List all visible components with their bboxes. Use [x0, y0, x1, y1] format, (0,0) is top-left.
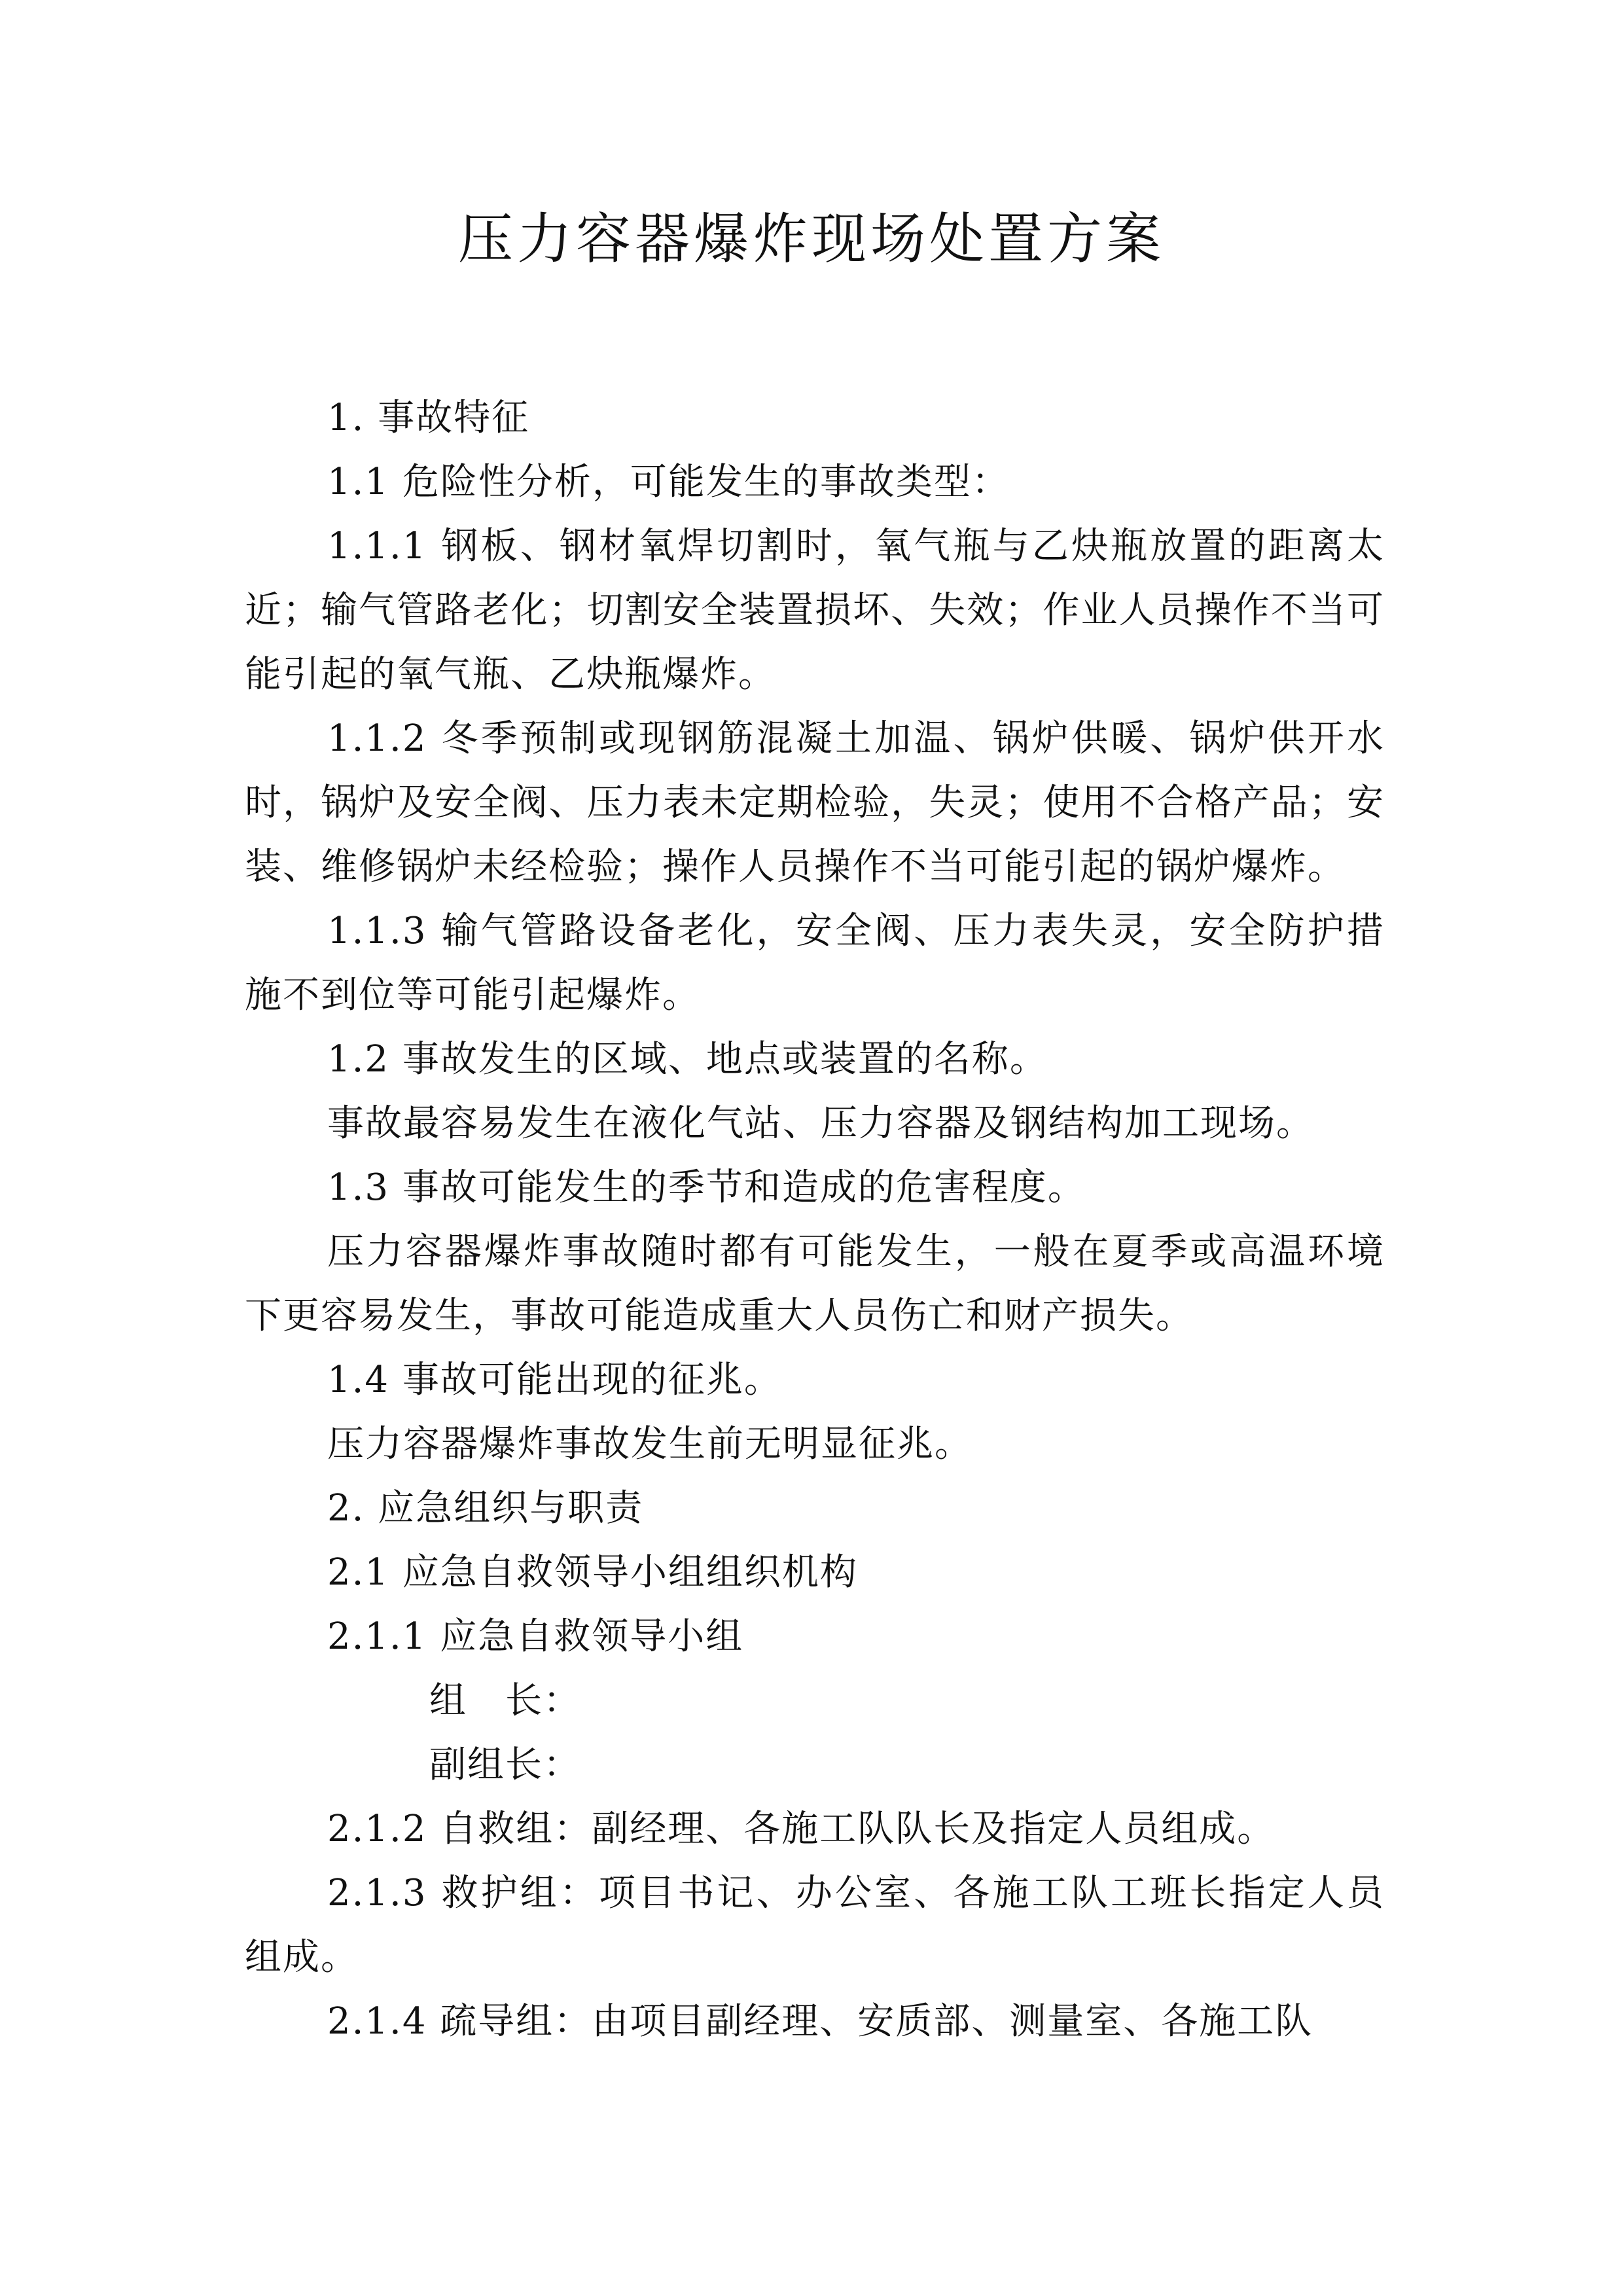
paragraph-1-4-body: 压力容器爆炸事故发生前无明显征兆。 — [327, 1423, 972, 1465]
paragraph-1-2-body: 事故最容易发生在液化气站、压力容器及钢结构加工现场。 — [327, 1102, 1314, 1145]
subsection-heading-2-1: 2.1 应急自救领导小组组织机构 — [327, 1551, 858, 1594]
subsection-heading-1-4: 1.4 事故可能出现的征兆。 — [327, 1359, 782, 1401]
subsection-heading-1-3: 1.3 事故可能发生的季节和造成的危害程度。 — [327, 1166, 1086, 1209]
paragraph-1-1-1: 1.1.1 钢板、钢材氧焊切割时，氧气瓶与乙炔瓶放置的距离太近；输气管路老化；切割安全装置损坏、失效；作业人员操作不当可能引起的氧气瓶、乙炔瓶爆炸。 — [245, 525, 1385, 696]
leader-line: 组 长： — [429, 1679, 581, 1722]
paragraph-1-3-body: 压力容器爆炸事故随时都有可能发生，一般在夏季或高温环境下更容易发生，事故可能造成重大人员伤亡和财产损失。 — [245, 1230, 1385, 1337]
subsection-heading-1-2: 1.2 事故发生的区域、地点或装置的名称。 — [327, 1038, 1048, 1081]
subsection-heading-2-1-1: 2.1.1 应急自救领导小组 — [327, 1615, 744, 1658]
deputy-leader-line: 副组长： — [429, 1744, 581, 1786]
document-body — [245, 386, 1385, 2054]
document-title: 压力容器爆炸现场处置方案 — [457, 207, 1165, 271]
paragraph-1-1-3: 1.1.3 输气管路设备老化，安全阀、压力表失灵，安全防护措施不到位等可能引起爆炸。 — [245, 910, 1385, 1016]
section-heading-1: 1. 事故特征 — [327, 397, 530, 439]
paragraph-2-1-2: 2.1.2 自救组：副经理、各施工队队长及指定人员组成。 — [327, 1808, 1275, 1850]
paragraph-2-1-4: 2.1.4 疏导组：由项目副经理、安质部、测量室、各施工队 — [327, 2000, 1313, 2043]
paragraph-1-1-2: 1.1.2 冬季预制或现钢筋混凝土加温、锅炉供暖、锅炉供开水时，锅炉及安全阀、压力表未定期检验，失灵；使用不合格产品；安装、维修锅炉未经检验；操作人员操作不当可能引起的锅炉爆炸。 — [245, 717, 1385, 888]
section-heading-2: 2. 应急组织与职责 — [327, 1487, 644, 1530]
subsection-heading-1-1: 1.1 危险性分析，可能发生的事故类型： — [327, 461, 1010, 503]
paragraph-2-1-3: 2.1.3 救护组：项目书记、办公室、各施工队工班长指定人员组成。 — [245, 1872, 1385, 1979]
